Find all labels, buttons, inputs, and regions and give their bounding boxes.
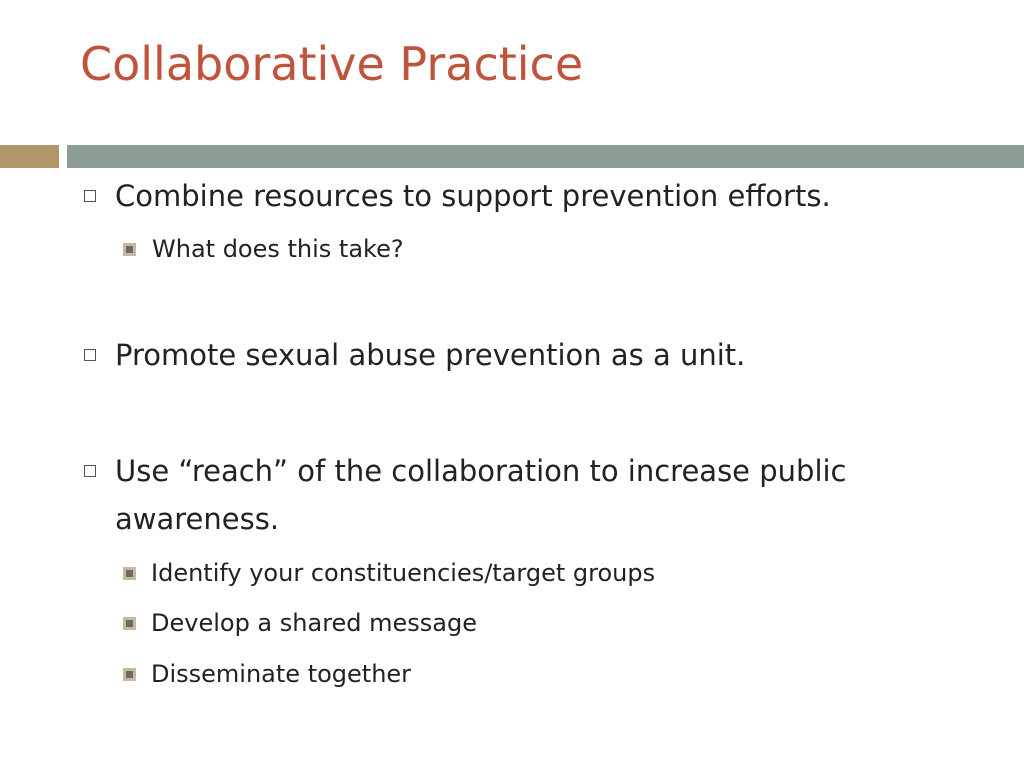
sub-bullet-text: What does this take? — [152, 235, 404, 263]
filled-square-bullet-icon — [123, 617, 136, 630]
sub-bullet-text: Develop a shared message — [151, 609, 478, 637]
hollow-square-bullet-icon — [84, 190, 96, 202]
hollow-square-bullet-icon — [84, 349, 96, 361]
filled-square-bullet-icon — [123, 567, 136, 580]
bullet-text-line-1: Use “reach” of the collaboration to increase public — [115, 454, 847, 488]
filled-square-bullet-icon — [123, 668, 136, 681]
bullet-item — [115, 172, 831, 220]
sub-bullet-text: Disseminate together — [151, 660, 412, 688]
title-divider-accent — [0, 145, 59, 168]
slide-title: Collaborative Practice — [80, 37, 584, 91]
bullet-item — [115, 447, 847, 543]
bullet-text: Promote sexual abuse prevention as a unit. — [115, 338, 746, 372]
bullet-item — [115, 331, 745, 379]
sub-bullet-item — [151, 654, 411, 694]
sub-bullet-item — [151, 553, 655, 593]
bullet-text: Combine resources to support prevention efforts. — [115, 179, 831, 213]
sub-bullet-text: Identify your constituencies/target groups — [151, 559, 656, 587]
sub-bullet-item — [152, 229, 404, 269]
title-divider-bar — [67, 145, 1024, 168]
sub-bullet-item — [151, 603, 477, 643]
hollow-square-bullet-icon — [84, 465, 96, 477]
bullet-text-line-2: awareness. — [115, 502, 280, 536]
filled-square-bullet-icon — [123, 243, 136, 256]
